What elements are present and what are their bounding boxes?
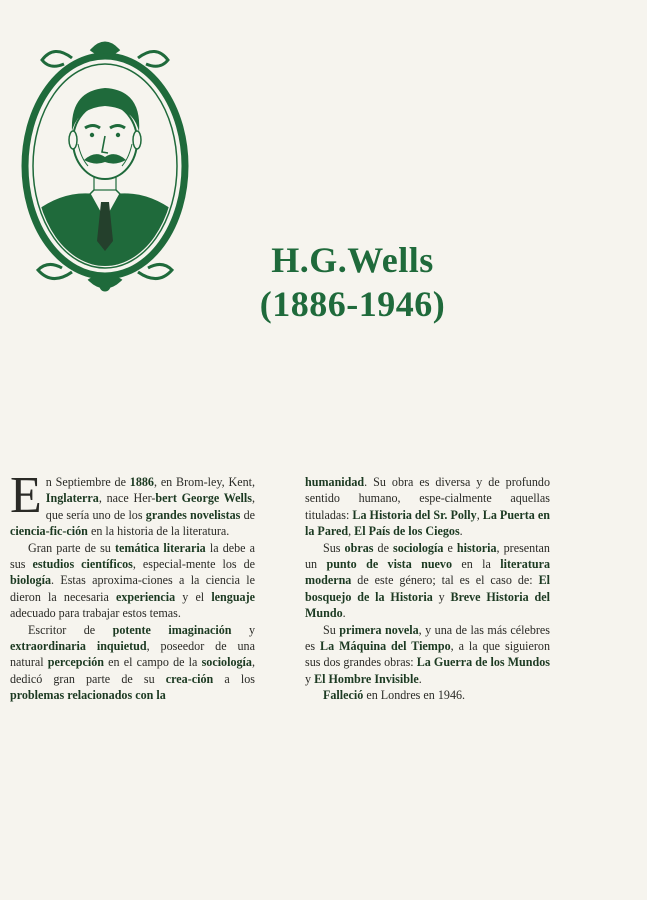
paragraph-writer xyxy=(10,622,255,704)
body-text: y el xyxy=(175,589,212,604)
body-text: , poseedor de una natural xyxy=(10,639,255,670)
emphasis-text: Falleció xyxy=(323,688,364,703)
body-text: de xyxy=(240,507,255,522)
emphasis-text: La Guerra de los Mundos xyxy=(416,655,550,670)
body-text: , que sería uno de los xyxy=(45,491,255,522)
body-text: Sus xyxy=(323,540,345,555)
body-text: n Septiembre de xyxy=(45,475,130,489)
emphasis-text: potente imaginación xyxy=(112,622,232,637)
emphasis-text: 1886 xyxy=(129,475,154,489)
emphasis-text: percepción xyxy=(47,655,104,670)
body-text: y xyxy=(231,622,255,637)
body-text: . xyxy=(459,524,463,539)
body-text: . xyxy=(418,671,422,686)
paragraph-intro xyxy=(10,467,255,540)
frame-top-ornament xyxy=(42,43,168,66)
paragraph-death xyxy=(305,687,550,703)
emphasis-text: La Historia del Sr. Polly xyxy=(352,507,477,522)
emphasis-text: sociología xyxy=(201,655,252,670)
portrait-illustration xyxy=(12,36,198,294)
emphasis-text: bert George Wells xyxy=(155,491,252,506)
portrait-figure xyxy=(12,36,198,294)
emphasis-text: Breve Historia del Mundo xyxy=(305,589,550,621)
body-text: en la xyxy=(452,557,501,572)
emphasis-text: historia xyxy=(456,540,497,555)
paragraph-sociology xyxy=(305,540,550,622)
emphasis-text: crea-ción xyxy=(165,671,214,686)
body-text: . xyxy=(342,606,346,621)
body-text: de xyxy=(373,540,393,555)
emphasis-text: lenguaje xyxy=(211,589,255,604)
emphasis-text: El Hombre Invisible xyxy=(314,671,419,686)
right-column xyxy=(305,474,550,704)
emphasis-text: primera novela xyxy=(339,622,419,637)
emphasis-text: El bosquejo de la Historia xyxy=(305,573,550,604)
body-text: e xyxy=(443,540,457,555)
paragraph-first-novel xyxy=(305,622,550,688)
body-text: y xyxy=(432,589,451,604)
body-text: Su xyxy=(323,622,340,637)
emphasis-text: punto de vista nuevo xyxy=(326,557,453,572)
body-text: a los xyxy=(213,671,255,686)
emphasis-text: La Puerta en la Pared xyxy=(305,507,550,539)
emphasis-text: literatura moderna xyxy=(305,557,550,588)
emphasis-text: El País de los Ciegos xyxy=(354,524,460,539)
life-years: (1886-1946) xyxy=(259,284,446,324)
body-text: en el campo de la xyxy=(103,655,202,670)
emphasis-text: sociología xyxy=(393,540,444,555)
body-text: adecuado para trabajar estos temas. xyxy=(10,606,181,621)
drop-cap: E xyxy=(10,467,42,524)
body-text: , nace Her- xyxy=(98,491,156,506)
body-text: Escritor de xyxy=(28,622,113,637)
emphasis-text: ciencia-fic-ción xyxy=(10,524,88,539)
emphasis-text: grandes novelistas xyxy=(145,507,241,522)
body-text: Gran parte de su xyxy=(28,540,115,555)
emphasis-text: temática literaria xyxy=(114,540,206,555)
body-text: en la historia de la literatura. xyxy=(87,524,230,539)
body-text: , a la que siguieron sus dos grandes obras: xyxy=(305,639,550,670)
body-text: la debe a sus xyxy=(10,540,256,572)
emphasis-text: estudios científicos xyxy=(32,557,133,572)
emphasis-text: experiencia xyxy=(116,589,176,604)
body-text: y xyxy=(305,671,315,686)
emphasis-text: problemas relacionados con la xyxy=(10,688,166,703)
body-text: en Londres en 1946. xyxy=(363,688,466,703)
body-text: , presentan un xyxy=(305,540,550,572)
paragraph-humanity xyxy=(305,474,550,540)
emphasis-text: extraordinaria inquietud xyxy=(10,639,147,654)
emphasis-text: biología xyxy=(10,573,51,588)
emphasis-text: obras xyxy=(344,540,374,555)
body-text: . Estas aproxima-ciones a la ciencia le dieron la necesaria xyxy=(10,573,255,604)
emphasis-text: La Máquina del Tiempo xyxy=(320,639,451,654)
body-text: , en Brom-ley, Kent, xyxy=(153,475,255,489)
body-text: , y una de las más célebres es xyxy=(305,622,551,654)
body-text: de este género; tal es el caso de: xyxy=(351,573,539,588)
body-text: . Su obra es diversa y de profundo sentido humano, espe-cialmente aquellas tituladas: xyxy=(305,475,550,522)
left-column xyxy=(10,467,256,704)
emphasis-text: Inglaterra xyxy=(45,491,99,506)
title-block xyxy=(230,238,475,326)
body-text: , dedicó gran parte de su xyxy=(10,655,255,686)
body-text: , xyxy=(348,524,355,539)
body-text: , xyxy=(476,507,483,522)
body-text: , especial-mente los de xyxy=(132,557,255,572)
page-title: H.G.Wells xyxy=(271,240,434,280)
paragraph-literary-themes xyxy=(10,540,255,622)
emphasis-text: humanidad xyxy=(305,475,365,489)
